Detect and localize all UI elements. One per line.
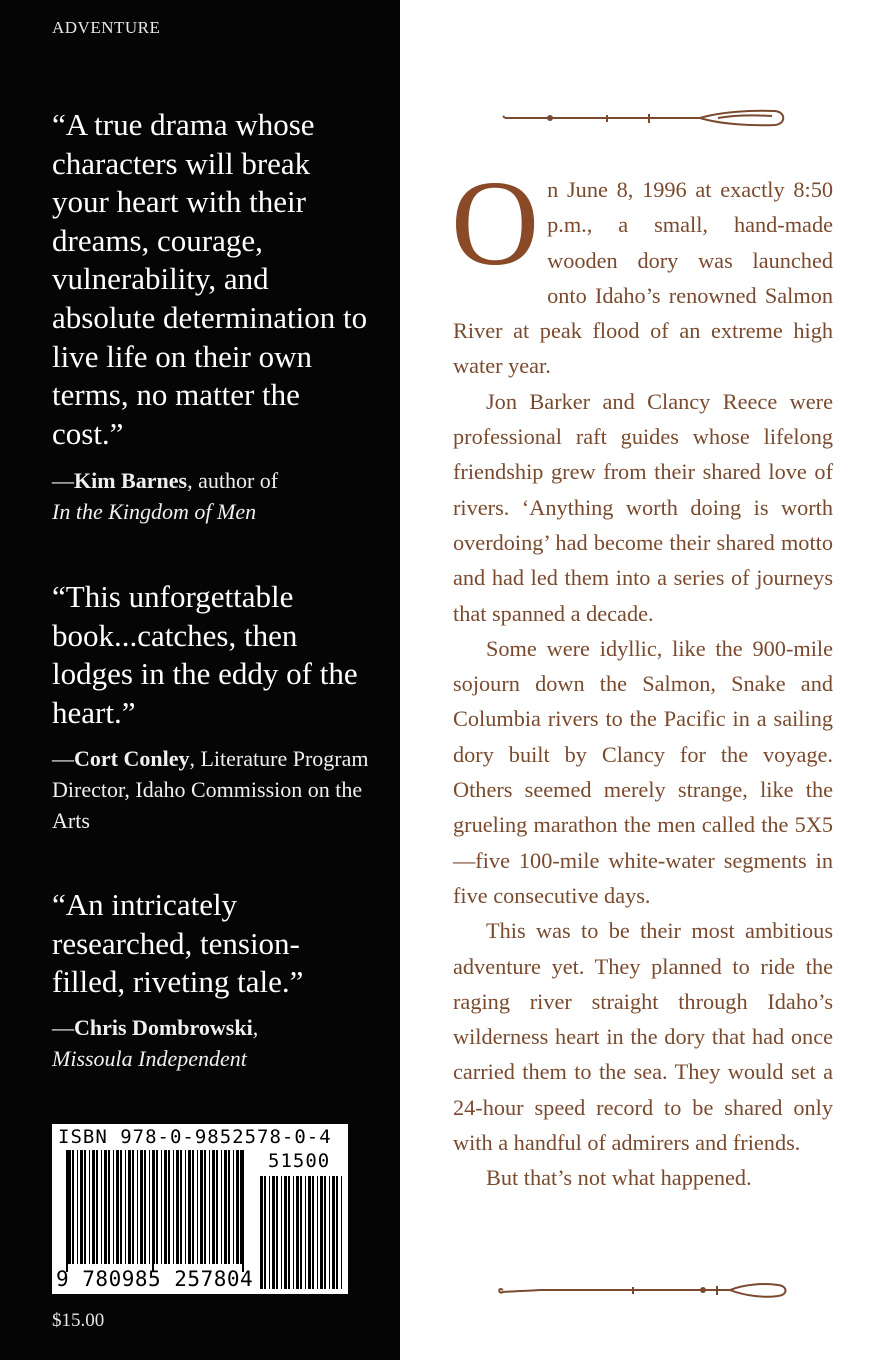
review-quote-1: “A true drama whose characters will break your heart with their dreams, courage, vulnerability, and absolute determination to live life on their own terms, no matter the cost.” <box>52 107 368 451</box>
review-quote-2: “This unforgettable book...catches, then lodges in the eddy of the heart.” <box>52 579 358 730</box>
description-paragraph-3: Some were idyllic, like the 900-mile sojourn down the Salmon, Snake and Columbia rivers to the Pacific in a sailing dory built by Clancy for the voyage. Others seemed merely strange, like the grueling marathon the men called the 5X5—five 100-mile white-water segments in five consecutive days. <box>453 635 833 908</box>
oar-ornament-icon <box>400 1276 893 1306</box>
description-paragraph-5: But that’s not what happened. <box>486 1165 752 1191</box>
oar-ornament-icon <box>400 104 893 134</box>
genre-label: ADVENTURE <box>52 18 161 37</box>
author-source: In the Kingdom of Men <box>52 499 257 524</box>
back-cover-right-panel <box>400 0 893 1360</box>
ean-digits: 9 780985 257804 <box>56 1267 254 1291</box>
author-role: , Literature Program Director, Idaho Commission on the Arts <box>52 746 369 833</box>
review-attribution-2 <box>52 743 372 836</box>
attribution-dash: — <box>52 1015 74 1040</box>
review-attribution-1 <box>52 465 372 527</box>
review-quote-3: “An intricately researched, tension-filled, riveting tale.” <box>52 887 304 1000</box>
description-paragraph-2: Jon Barker and Clancy Reece were professional raft guides whose lifelong friendship grew from their shared love of rivers. ‘Anything worth doing is worth overdoing’ had become their shared motto and had led them into a series of journeys that spanned a decade. <box>453 388 833 626</box>
drop-cap: O <box>451 156 540 291</box>
author-role: , <box>252 1015 259 1040</box>
back-cover-left-panel <box>0 0 400 1360</box>
review-author: Chris Dombrowski <box>74 1015 253 1040</box>
review-attribution-3 <box>52 1012 372 1074</box>
author-source: Missoula Independent <box>52 1046 247 1071</box>
author-role: , author of <box>187 468 279 493</box>
price-code: 51500 <box>268 1150 331 1172</box>
description-paragraph-1: On June 8, 1996 at exactly 8:50 p.m., a small, hand-made wooden dory was launched onto Idaho’s renowned Salmon River at peak flood of an extreme high water year. <box>451 156 833 379</box>
isbn-barcode <box>52 1124 348 1294</box>
isbn-label: ISBN 978-0-9852578-0-4 <box>58 1126 332 1148</box>
description-paragraph-4: This was to be their most ambitious adventure yet. They planned to ride the raging river straight through Idaho’s wilderness heart in the dory that had once carried them to the sea. They would set a 24-hour speed record to be shared only with a handful of admirers and friends. <box>453 918 833 1156</box>
review-author: Kim Barnes <box>74 468 188 493</box>
book-price: $15.00 <box>52 1310 105 1331</box>
attribution-dash: — <box>52 746 74 771</box>
book-description <box>451 156 833 1196</box>
review-author: Cort Conley <box>74 746 190 771</box>
attribution-dash: — <box>52 468 74 493</box>
